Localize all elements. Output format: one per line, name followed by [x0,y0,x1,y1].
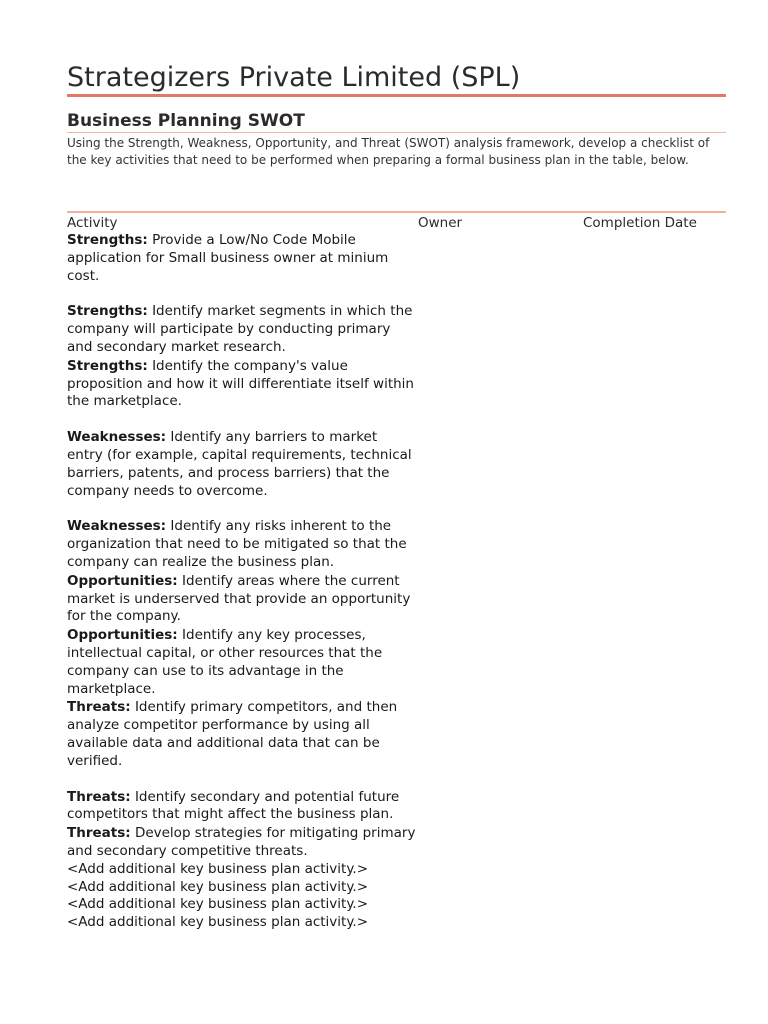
row-category: Weaknesses: [67,518,167,535]
row-activity-text: Identify market segments in which the company will participate by conducting primary and secondary market research. [67,303,413,355]
placeholder-row: <Add additional key business plan activity.> [67,878,369,895]
row-activity-text: Identify any key processes, intellectual capital, or other resources that the company can use to its advantage in the marketplace. [67,627,383,697]
row-activity-text: Identify primary competitors, and then analyze competitor performance by using all available data and additional data that can be verified. [67,699,398,769]
row-activity-text: Identify areas where the current market is underserved that provide an opportunity for the company. [67,572,411,625]
table-row [67,518,417,571]
document-title: Strategizers Private Limited (SPL) [67,62,521,93]
row-category: Strengths: [67,232,148,248]
table-row [67,825,417,861]
row-category: Strengths: [67,357,148,374]
section-divider [67,132,726,133]
row-activity-text: Identify the company's value proposition and how it will differentiate itself within the marketplace. [67,357,414,410]
row-activity-text: Identify any risks inherent to the organization that need to be mitigated so that the company can realize the business plan. [67,518,407,570]
placeholder-row: <Add additional key business plan activity.> [67,914,369,931]
row-activity-text: Develop strategies for mitigating primary and secondary competitive threats. [67,825,416,859]
table-row [67,232,417,285]
row-category: Strengths: [67,303,148,320]
title-divider [67,94,726,97]
table-row [67,789,417,825]
table-row [67,429,417,500]
row-activity-text: Identify secondary and potential future competitors that might affect the business plan. [67,788,400,823]
row-category: Threats: [67,825,131,842]
intro-paragraph: Using the Strength, Weakness, Opportunity, and Threat (SWOT) analysis framework, develop a checklist of the key activities that need to be performed when preparing a formal business plan in the table, below. [67,136,710,167]
table-row [67,627,417,698]
section-heading: Business Planning SWOT [67,111,305,131]
row-activity-text: Identify any barriers to market entry (for example, capital requirements, technical barriers, patents, and process barriers) that the company needs to overcome. [67,429,412,499]
table-header-divider [67,211,726,213]
row-category: Opportunities: [67,627,178,644]
column-header-owner: Owner [418,215,463,231]
row-category: Weaknesses: [67,429,167,446]
row-category: Opportunities: [67,572,178,589]
row-activity-text: Provide a Low/No Code Mobile application for Small business owner at minium cost. [67,232,389,284]
table-row [67,303,417,356]
column-header-activity: Activity [67,215,118,231]
placeholder-row: <Add additional key business plan activity.> [67,896,369,913]
placeholder-row: <Add additional key business plan activity.> [67,860,369,877]
table-row [67,573,417,626]
column-header-completion-date: Completion Date [583,215,697,231]
row-category: Threats: [67,788,131,805]
activity-list [67,232,417,932]
table-row [67,358,417,411]
table-row [67,699,417,770]
row-category: Threats: [67,699,131,716]
